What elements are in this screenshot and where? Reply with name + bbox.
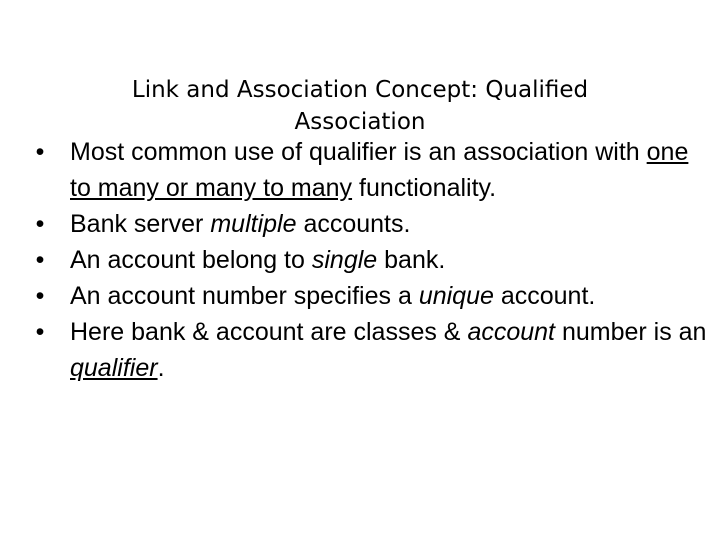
bullet-text: number is an (555, 318, 707, 346)
bullet-text: one to many or many to many (70, 138, 689, 202)
bullet-text: account (467, 318, 555, 346)
bullet-item (30, 242, 710, 278)
bullet-dot: • (35, 246, 45, 274)
bullet-item (30, 314, 710, 386)
bullet-text: unique (418, 282, 494, 310)
slide-title: Link and Association Concept: Qualified Association (131, 77, 589, 135)
bullet-item (30, 278, 710, 314)
bullet-text: An account belong to (70, 246, 312, 274)
bullet-text: functionality. (352, 174, 497, 202)
bullet-text: qualifier (70, 354, 158, 382)
bullet-text: account. (493, 282, 596, 310)
bullet-text: bank. (377, 246, 446, 274)
bullet-dot: • (35, 282, 45, 310)
bullet-item (30, 206, 710, 242)
bullet-text: . (157, 354, 165, 382)
bullet-text: single (311, 246, 378, 274)
bullet-dot: • (35, 318, 45, 346)
bullet-item (30, 134, 710, 206)
bullet-text: Bank server (70, 210, 211, 238)
bullet-dot: • (35, 138, 45, 166)
bullet-text: multiple (210, 210, 297, 238)
bullet-text: Here bank & account are classes & (70, 318, 468, 346)
bullet-dot: • (35, 210, 45, 238)
bullet-list (30, 134, 710, 386)
bullet-text: An account number specifies a (70, 282, 419, 310)
bullet-text: Most common use of qualifier is an association with (70, 138, 647, 166)
bullet-text: accounts. (296, 210, 411, 238)
